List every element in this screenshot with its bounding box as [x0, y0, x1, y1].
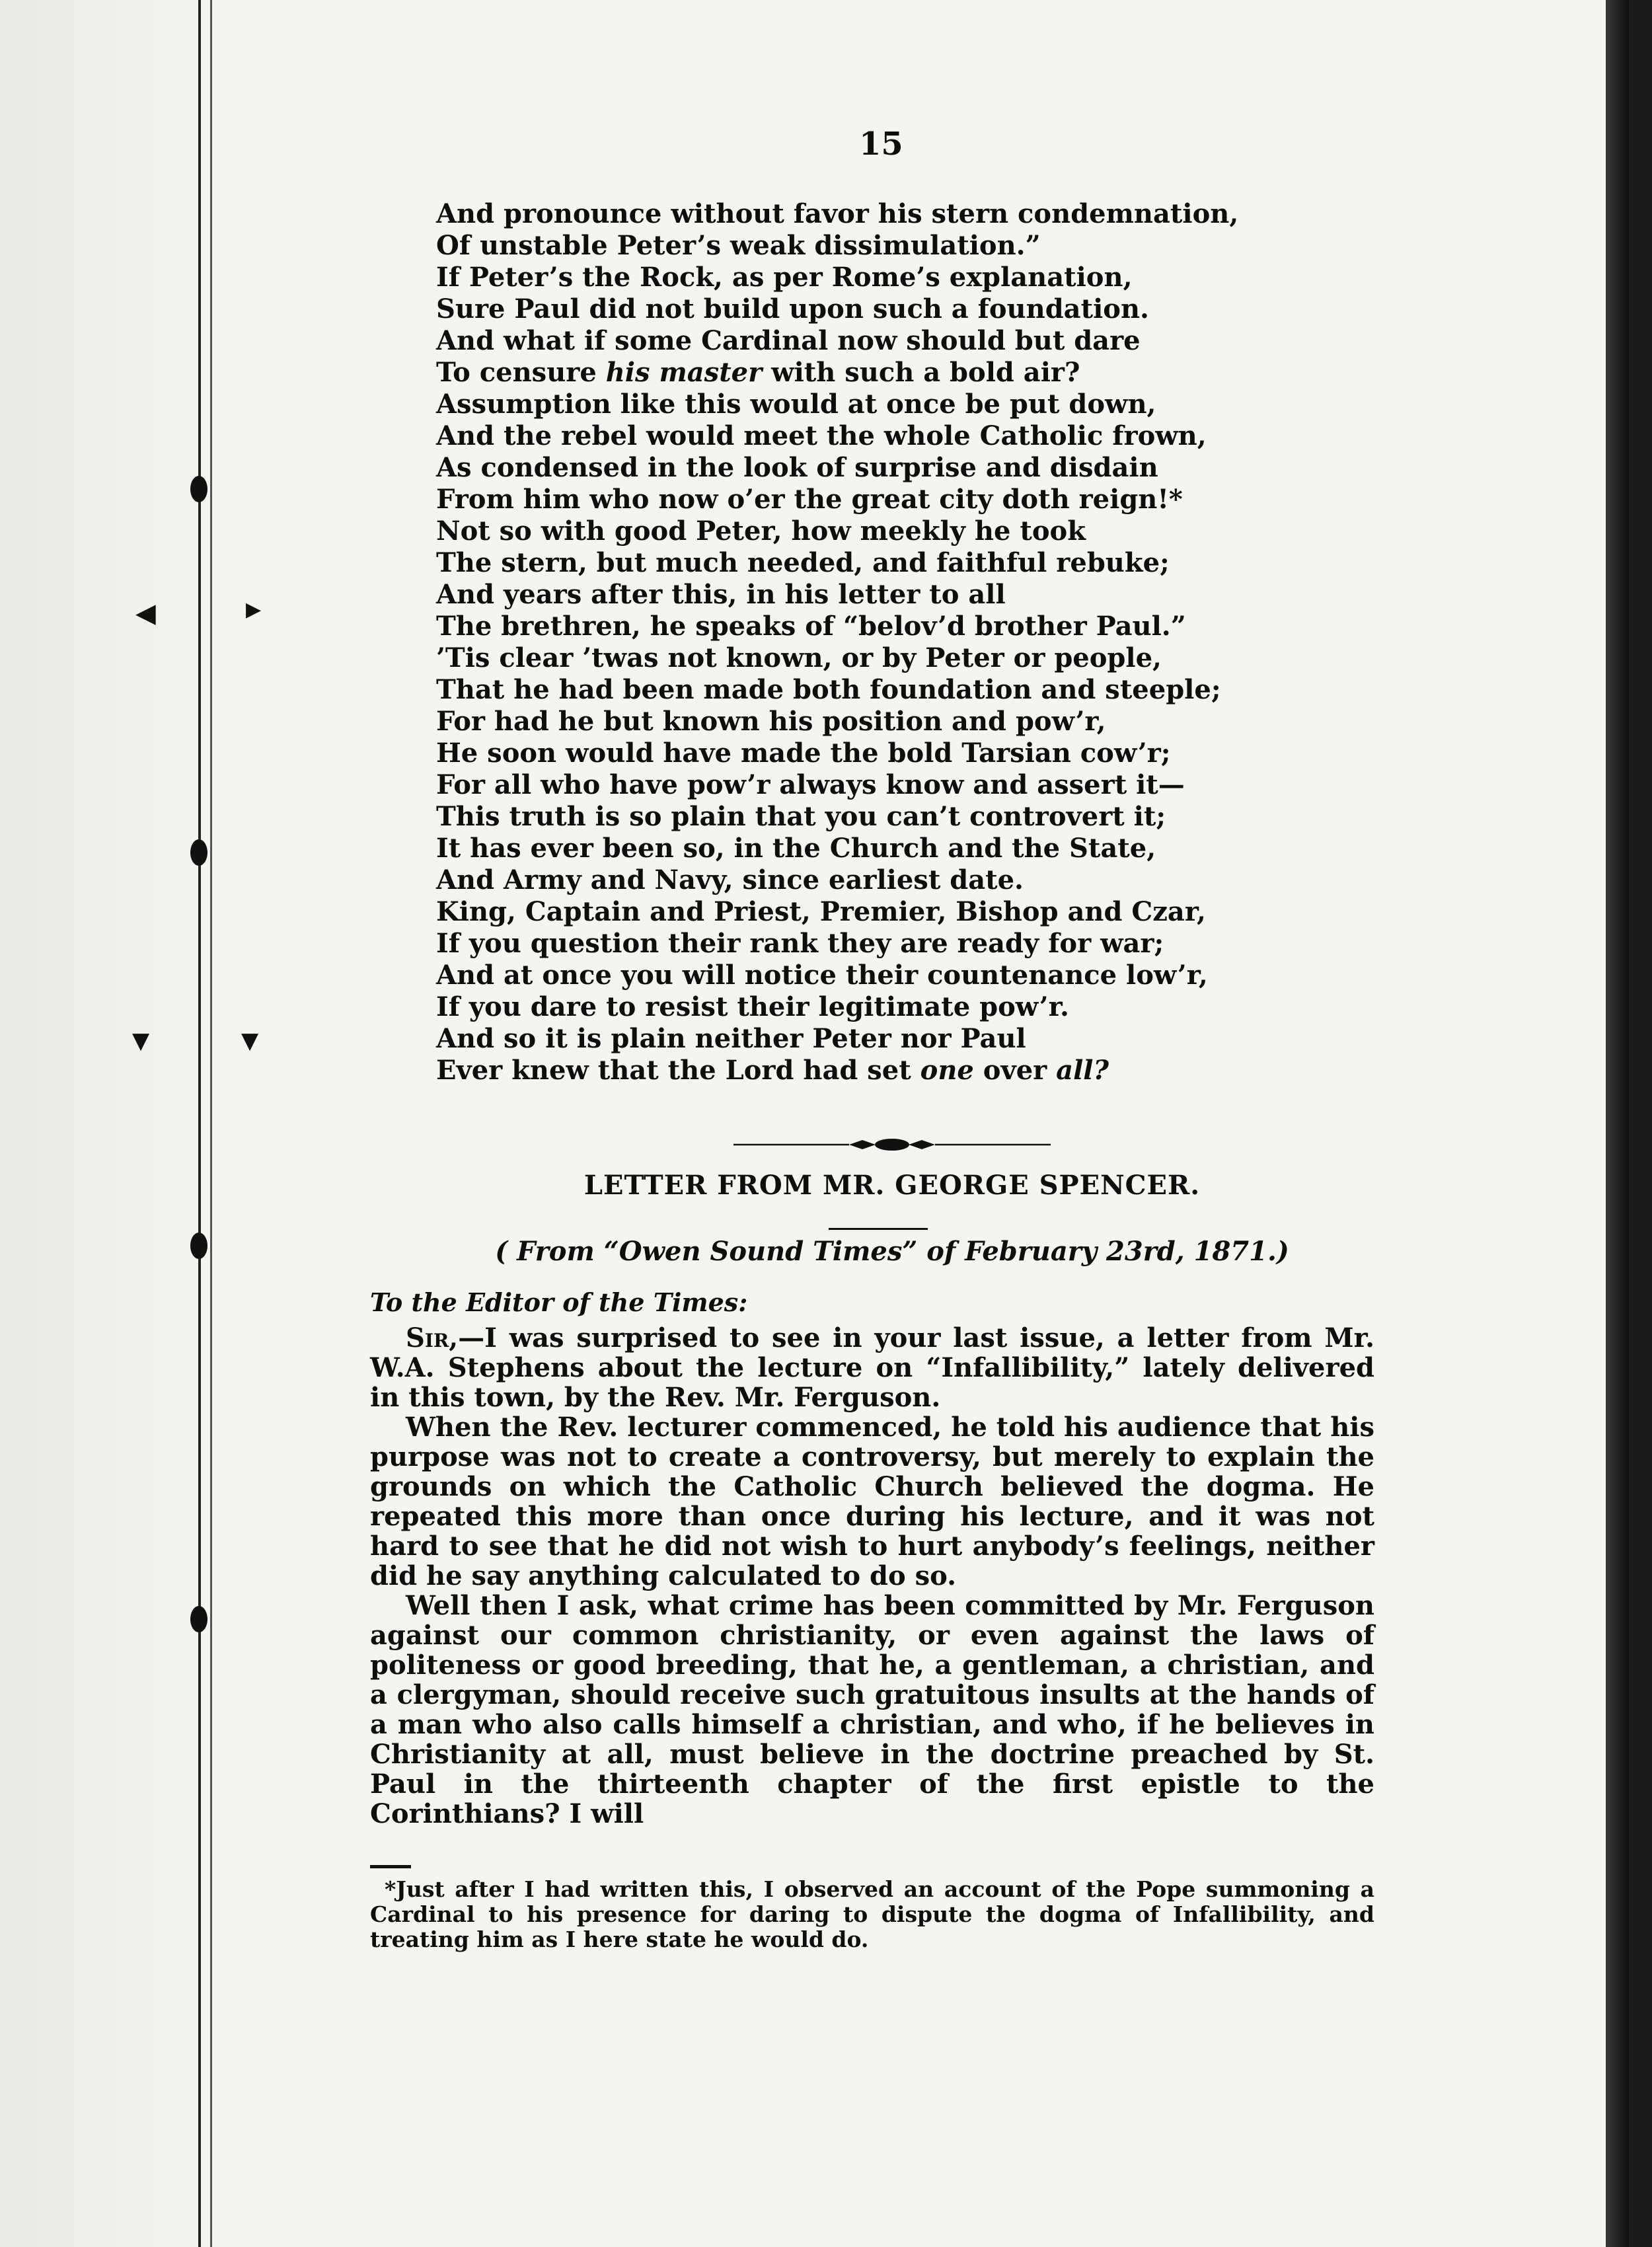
poem-line	[436, 896, 1467, 928]
poem-text: As condensed in the look of surprise and disdain	[436, 452, 1158, 483]
binding-stitch	[190, 1606, 207, 1632]
binding-edge	[198, 0, 201, 2247]
poem-line	[436, 515, 1467, 547]
binding-stitch	[190, 839, 207, 866]
margin-mark: ▶	[246, 598, 262, 621]
letter-paragraph	[370, 1591, 1374, 1829]
footnote-text: *Just after I had written this, I observed an account of the Pope summoning a Cardinal to his presence for daring to dispute the dogma of Infallibility, and treating him as I here state he would do.	[370, 1876, 1374, 1952]
poem-line	[436, 642, 1467, 674]
poem-line	[436, 738, 1467, 769]
poem-line	[436, 198, 1467, 230]
footnote-rule	[370, 1865, 411, 1868]
poem-line	[436, 547, 1467, 579]
poem-text: ’Tis clear ’twas not known, or by Peter or people,	[436, 642, 1162, 673]
poem-text: And pronounce without favor his stern condemnation,	[436, 198, 1239, 229]
poem-text: It has ever been so, in the Church and the State,	[436, 833, 1156, 864]
poem-text: The brethren, he speaks of “belov’d brother Paul.”	[436, 611, 1186, 642]
poem-text: If you question their rank they are ready for war;	[436, 928, 1164, 959]
poem-text: Of unstable Peter’s weak dissimulation.”	[436, 230, 1041, 261]
poem-line	[436, 611, 1467, 642]
margin-mark: ▼	[132, 1028, 150, 1054]
poem-text: This truth is so plain that you can’t controvert it;	[436, 801, 1166, 832]
paragraph-text: —I was surprised to see in your last issue, a letter from Mr. W.A. Stephens about the lecture on “Infallibility,” lately delivered in this town, by the Rev. Mr. Ferguson.	[370, 1322, 1374, 1413]
poem-text: For had he but known his position and pow’r,	[436, 706, 1106, 737]
poem-line	[436, 262, 1467, 293]
poem-text: From him who now o’er the great city doth reign!*	[436, 484, 1183, 515]
poem-text: with such a bold air?	[762, 357, 1080, 388]
poem-verse	[436, 198, 1467, 1086]
poem-text: Sure Paul did not build upon such a foundation.	[436, 293, 1149, 324]
poem-text: If you dare to resist their legitimate pow’r.	[436, 991, 1069, 1022]
poem-line	[436, 579, 1467, 611]
poem-text: To censure	[436, 357, 606, 388]
binding-edge-inner	[210, 0, 212, 2247]
poem-line	[436, 960, 1467, 991]
poem-emphasis: his master	[605, 357, 763, 388]
poem-line	[436, 928, 1467, 960]
poem-line	[436, 484, 1467, 515]
poem-line	[436, 674, 1467, 706]
poem-line	[436, 293, 1467, 325]
heading-rule	[829, 1228, 928, 1230]
margin-mark: ◀	[135, 598, 156, 628]
poem-line	[436, 357, 1467, 389]
gutter-shadow	[0, 0, 198, 2247]
poem-text: For all who have pow’r always know and assert it—	[436, 769, 1185, 800]
letter-heading: LETTER FROM MR. GEORGE SPENCER.	[583, 1170, 1201, 1201]
paragraph-lead: Sir,	[406, 1322, 459, 1353]
source-citation: ( From “Owen Sound Times” of February 23rd, 1871.)	[495, 1236, 1289, 1267]
poem-line	[436, 864, 1467, 896]
poem-line	[436, 991, 1467, 1023]
poem-line	[436, 769, 1467, 801]
footnote	[370, 1877, 1374, 1952]
poem-text: Assumption like this would at once be put down,	[436, 389, 1156, 420]
poem-text: And what if some Cardinal now should but dare	[436, 325, 1141, 356]
binding-stitch	[190, 1233, 207, 1259]
letter-paragraph	[370, 1412, 1374, 1591]
poem-text: And years after this, in his letter to all	[436, 579, 1006, 610]
poem-text: The stern, but much needed, and faithful rebuke;	[436, 547, 1170, 578]
poem-emphasis: one	[920, 1055, 974, 1086]
paragraph-text: When the Rev. lecturer commenced, he told his audience that his purpose was not to create a controversy, but merely to explain the grounds on which the Catholic Church believed the dogma. He repeated this more than once during his lecture, and it was not hard to see that he did not wish to hurt anybody’s feelings, neither did he say anything calculated to do so.	[370, 1412, 1374, 1591]
page-edge-shadow	[1606, 0, 1629, 2247]
poem-line	[436, 420, 1467, 452]
binding-stitch	[190, 476, 207, 502]
poem-text: And the rebel would meet the whole Catholic frown,	[436, 420, 1207, 451]
poem-text: He soon would have made the bold Tarsian cow’r;	[436, 738, 1171, 769]
paragraph-text: Well then I ask, what crime has been committed by Mr. Ferguson against our common christianity, or even against the laws of politeness or good breeding, that he, a gentleman, a christian, and a clergyman, should receive such gratuitous insults at the hands of a man who also calls himself a christian, and who, if he believes in Christianity at all, must believe in the doctrine preached by St. Paul in the thirteenth chapter of the first epistle to the Corinthians? I will	[370, 1590, 1374, 1829]
poem-line	[436, 389, 1467, 420]
letter-paragraph	[370, 1323, 1374, 1412]
poem-text: King, Captain and Priest, Premier, Bishop and Czar,	[436, 896, 1206, 927]
letter-body	[370, 1323, 1374, 1829]
salutation: To the Editor of the Times:	[370, 1287, 748, 1317]
page-number: 15	[859, 126, 903, 163]
poem-line	[436, 801, 1467, 833]
poem-text: And at once you will notice their countenance low’r,	[436, 960, 1208, 991]
poem-text: And Army and Navy, since earliest date.	[436, 864, 1024, 895]
poem-line	[436, 1023, 1467, 1055]
poem-text: That he had been made both foundation and steeple;	[436, 674, 1221, 705]
poem-text: Ever knew that the Lord had set	[436, 1055, 920, 1086]
ornamental-divider	[733, 1138, 1051, 1151]
poem-line	[436, 833, 1467, 864]
poem-emphasis: all?	[1056, 1055, 1109, 1086]
poem-text: If Peter’s the Rock, as per Rome’s explanation,	[436, 262, 1133, 293]
margin-mark: ▼	[241, 1028, 259, 1054]
poem-line	[436, 325, 1467, 357]
poem-line	[436, 1055, 1467, 1086]
poem-text: over	[973, 1055, 1057, 1086]
poem-line	[436, 230, 1467, 262]
poem-text: Not so with good Peter, how meekly he took	[436, 515, 1086, 547]
poem-line	[436, 706, 1467, 738]
poem-text: And so it is plain neither Peter nor Paul	[436, 1023, 1026, 1054]
poem-line	[436, 452, 1467, 484]
